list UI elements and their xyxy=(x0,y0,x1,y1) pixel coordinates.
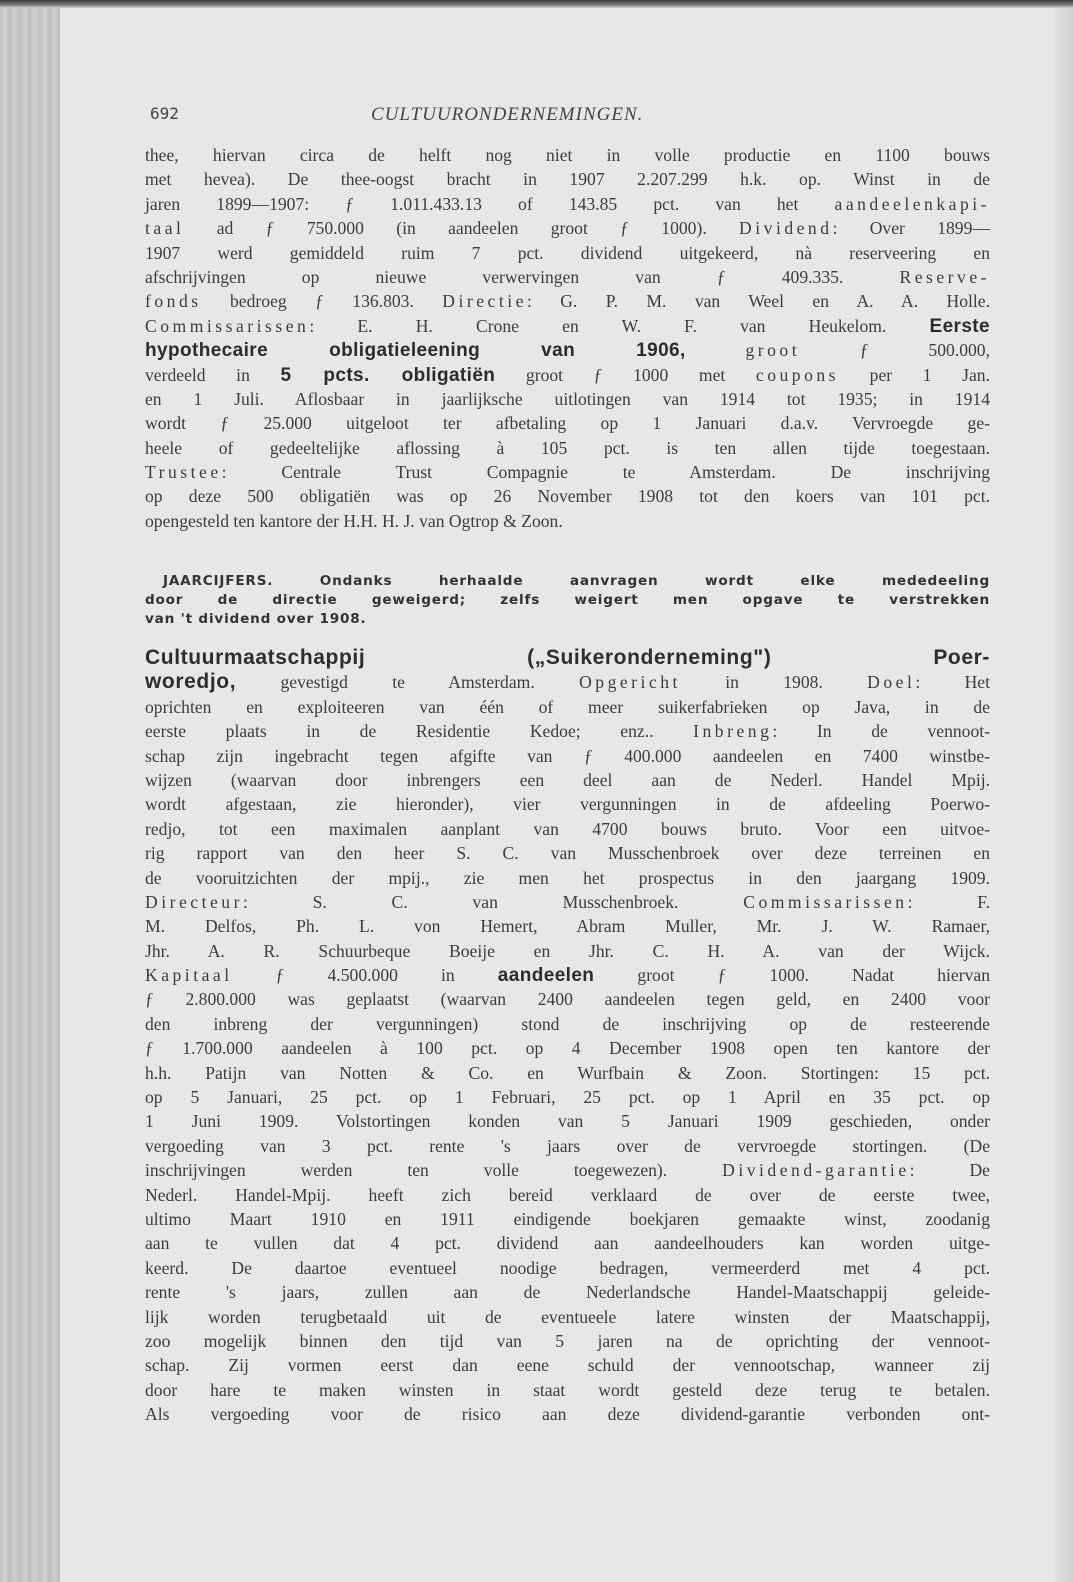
running-head: CULTUURONDERNEMINGEN. xyxy=(371,104,644,125)
spaced-term: fonds xyxy=(145,291,202,312)
text-line: jaren 1899—1907: ƒ 1.011.433.13 of 143.85 pct. van het aandeelenkapi- xyxy=(145,193,990,214)
entry-heading-cont: woredjo, xyxy=(145,670,237,694)
text-line: den inbreng der vergunningen) stond de inschrijving op de resteerende xyxy=(145,1013,990,1034)
entry-heading-line xyxy=(145,646,990,670)
text-line: wordt afgestaan, zie hieronder), vier vergunningen in de afdeeling Poerwo- xyxy=(145,794,990,815)
text-line: oprichten en exploiteeren van één of meer suikerfabrieken op Java, in de xyxy=(145,696,990,717)
bold-term: hypothecaire obligatieleening van 1906, xyxy=(145,340,686,362)
jaarcijfers-notice xyxy=(145,572,990,629)
text-line: Jhr. A. R. Schuurbeque Boeije en Jhr. C. H. A. van der Wijck. xyxy=(145,940,990,961)
text-line: 1 Juni 1909. Volstortingen konden van 5 Januari 1909 geschieden, onder xyxy=(145,1111,990,1132)
spaced-term: groot xyxy=(745,340,801,361)
text-line: door hare te maken winsten in staat wordt gesteld deze terug te betalen. xyxy=(145,1379,990,1400)
text-line: Nederl. Handel-Mpij. heeft zich bereid verklaard de over de eerste twee, xyxy=(145,1184,990,1205)
notice-line: door de directie geweigerd; zelfs weigert men opgave te verstrekken xyxy=(145,592,990,608)
spaced-term: taal xyxy=(145,218,185,239)
text-line: wijzen (waarvan door inbrengers een deel aan de Nederl. Handel Mpij. xyxy=(145,769,990,790)
page-right-edge xyxy=(1055,8,1073,1582)
text-line: ƒ 2.800.000 was geplaatst (waarvan 2400 aandeelen tegen geld, en 2400 voor xyxy=(145,989,990,1010)
bold-term: aandeelen xyxy=(497,965,595,987)
page-header xyxy=(150,104,1010,130)
spaced-term: Dividend-garantie xyxy=(722,1160,910,1181)
text-line: inschrijvingen werden ten volle toegewezen). Dividend-garantie: De xyxy=(145,1160,990,1181)
company-entry-poerworedjo xyxy=(145,646,990,1427)
bold-term: 5 pcts. obligatiën xyxy=(280,364,496,386)
text-line: lijk worden terugbetaald uit de eventueele latere winsten der Maatschappij, xyxy=(145,1306,990,1327)
spaced-term: Trustee xyxy=(145,462,222,483)
text-line: fonds bedroeg ƒ 136.803. Directie: G. P. M. van Weel en A. A. Holle. xyxy=(145,291,991,312)
text-line: eerste plaats in de Residentie Kedoe; enz.. Inbreng: In de vennoot- xyxy=(145,721,991,742)
spaced-term: Inbreng xyxy=(693,721,773,742)
text-line: Kapitaal ƒ 4.500.000 in aandeelen groot ƒ 1000. Nadat hiervan xyxy=(145,965,991,987)
company-entry-continued xyxy=(145,143,990,533)
text-line: verdeeld in 5 pcts. obligatiën groot ƒ 1000 met coupons per 1 Jan. xyxy=(145,364,990,386)
text-line: ultimo Maart 1910 en 1911 eindigende boekjaren gemaakte winst, zoodanig xyxy=(145,1208,990,1229)
text-line: thee, hiervan circa de helft nog niet in volle productie en 1100 bouws xyxy=(145,145,990,165)
text-line: keerd. De daartoe eventueel noodige bedragen, vermeerderd met 4 pct. xyxy=(145,1257,990,1278)
text-line: opengesteld ten kantore der H.H. H. J. van Ogtrop & Zoon. xyxy=(145,510,563,531)
notice-line: van 't dividend over 1908. xyxy=(145,611,367,627)
spaced-term: Kapitaal xyxy=(145,965,233,986)
text-line: redjo, tot een maximalen aanplant van 4700 bouws bruto. Voor een uitvoe- xyxy=(145,818,990,839)
text-line: afschrijvingen op nieuwe verwervingen van ƒ 409.335. Reserve- xyxy=(145,266,990,287)
text-line: aan te vullen dat 4 pct. dividend aan aandeelhouders kan worden uitge- xyxy=(145,1233,990,1254)
text-line: ƒ 1.700.000 aandeelen à 100 pct. op 4 December 1908 open ten kantore der xyxy=(145,1038,990,1059)
spaced-term: Opgericht xyxy=(579,672,681,693)
text-line: wordt ƒ 25.000 uitgeloot ter afbetaling op 1 Januari d.a.v. Vervroegde ge- xyxy=(145,413,990,434)
bold-term: Eerste xyxy=(929,315,990,337)
spaced-term: Directie xyxy=(442,291,527,312)
text-line: Trustee: Centrale Trust Compagnie te Amsterdam. De inschrijving xyxy=(145,462,990,483)
spaced-term: Commissarissen xyxy=(743,891,908,912)
spaced-term: Doel xyxy=(867,672,916,693)
spaced-term: Commissarissen xyxy=(145,315,310,336)
page-number: 692 xyxy=(150,104,179,123)
text-line: Commissarissen: E. H. Crone en W. F. van Heukelom. Eerste xyxy=(145,315,990,337)
text-line: h.h. Patijn van Notten & Co. en Wurfbain & Zoon. Stortingen: 15 pct. xyxy=(145,1062,990,1083)
text-line: 1907 werd gemiddeld ruim 7 pct. dividend uitgekeerd, nà reserveering en xyxy=(145,242,990,263)
book-binding-edge xyxy=(0,8,60,1582)
text-line: zoo mogelijk binnen den tijd van 5 jaren na de oprichting der vennoot- xyxy=(145,1330,990,1351)
entry-heading: Cultuurmaatschappij („Suikeronderneming") Poer- xyxy=(145,646,990,669)
text-line: M. Delfos, Ph. L. von Hemert, Abram Muller, Mr. J. W. Ramaer, xyxy=(145,916,990,937)
text-line: hypothecaire obligatieleening van 1906, groot ƒ 500.000, xyxy=(145,340,991,362)
text-line: heele of gedeeltelijke aflossing à 105 pct. is ten allen tijde toegestaan. xyxy=(145,437,990,458)
spaced-term: Reserve- xyxy=(899,266,990,287)
text-line: op deze 500 obligatiën was op 26 November 1908 tot den koers van 101 pct. xyxy=(145,486,990,507)
text-line: taal ad ƒ 750.000 (in aandeelen groot ƒ 1000). Dividend: Over 1899— xyxy=(145,218,990,239)
spaced-term: aandeelenkapi- xyxy=(834,193,990,214)
text-line: rente 's jaars, zullen aan de Nederlandsche Handel-Maatschappij geleide- xyxy=(145,1282,990,1303)
text-line: Directeur: S. C. van Musschenbroek. Commissarissen: F. xyxy=(145,891,990,912)
text-line: met hevea). De thee-oogst bracht in 1907 2.207.299 h.k. op. Winst in de xyxy=(145,169,990,190)
text-line: rig rapport van den heer S. C. van Musschenbroek over deze terreinen en xyxy=(145,843,990,864)
text-line: Als vergoeding voor de risico aan deze dividend-garantie verbonden ont- xyxy=(145,1404,990,1425)
entry-heading-line: woredjo, gevestigd te Amsterdam. Opgericht in 1908. Doel: Het xyxy=(145,670,990,694)
text-line: schap zijn ingebracht tegen afgifte van ƒ 400.000 aandeelen en 7400 winstbe- xyxy=(145,745,990,766)
notice-line: JAARCIJFERS. Ondanks herhaalde aanvragen wordt elke mededeeling xyxy=(163,573,990,589)
text-line: op 5 Januari, 25 pct. op 1 Februari, 25 pct. op 1 April en 35 pct. op xyxy=(145,1087,990,1108)
page-top-edge xyxy=(0,0,1073,8)
spaced-term: Directeur xyxy=(145,891,243,912)
spaced-term: Dividend xyxy=(739,218,833,239)
text-line: en 1 Juli. Aflosbaar in jaarlijksche uitlotingen van 1914 tot 1935; in 1914 xyxy=(145,388,990,409)
spaced-term: coupons xyxy=(755,364,840,385)
text-line: schap. Zij vormen eerst dan eene schuld der vennootschap, wanneer zij xyxy=(145,1355,990,1376)
text-line: vergoeding van 3 pct. rente 's jaars over de vervroegde stortingen. (De xyxy=(145,1135,990,1156)
text-line: de vooruitzichten der mpij., zie men het prospectus in den jaargang 1909. xyxy=(145,867,990,888)
